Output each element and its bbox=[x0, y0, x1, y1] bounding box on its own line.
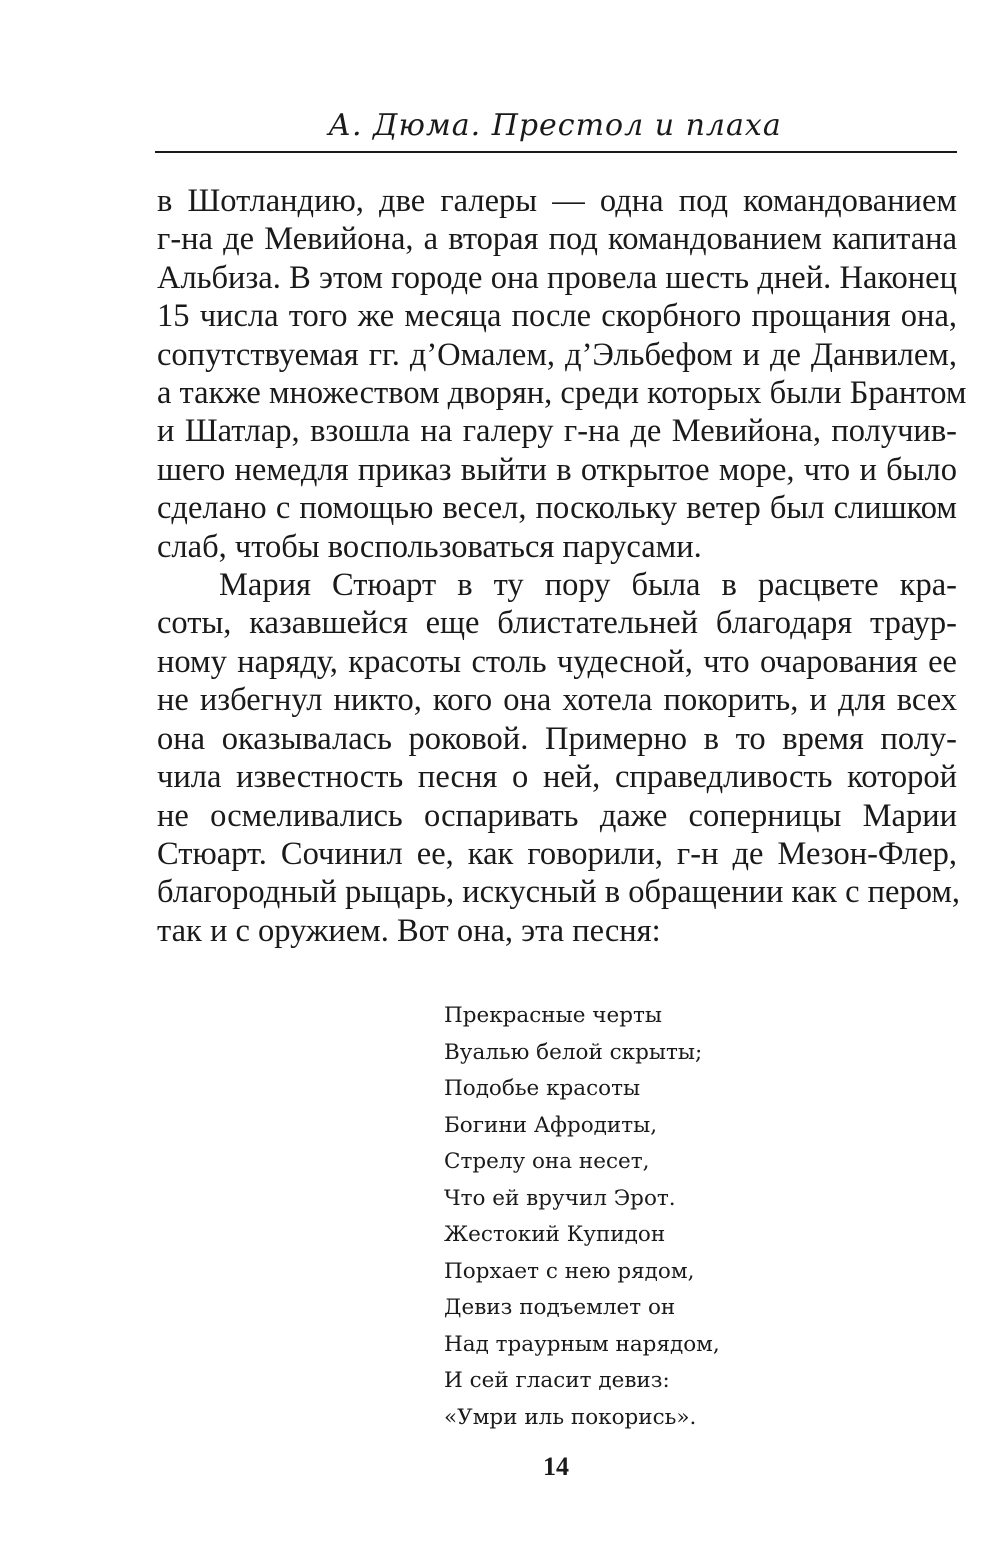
text-line: Мария Стюарт в ту пору была в расцвете кра- bbox=[219, 567, 957, 604]
running-title: А. Дюма. Престол и плаха bbox=[328, 108, 782, 143]
poem-verse: Жестокий Купидон bbox=[444, 1222, 666, 1247]
text-line: она оказывалась роковой. Примерно в то время полу- bbox=[157, 720, 957, 757]
poem-verse: Стрелу она несет, bbox=[444, 1149, 650, 1174]
header-rule bbox=[155, 151, 957, 153]
text-line: не осмеливались оспаривать даже соперницы Марии bbox=[157, 797, 957, 834]
text-line: шего немедля приказ выйти в открытое море, что и было bbox=[157, 451, 957, 488]
text-line: 15 числа того же месяца после скорбного прощания она, bbox=[157, 298, 957, 335]
text-line: сопутствуемая гг. д’Омалем, д’Эльбефом и де Данвилем, bbox=[157, 336, 957, 373]
text-line: сделано с помощью весел, поскольку ветер был слишком bbox=[157, 490, 957, 527]
poem-verse: Девиз подъемлет он bbox=[444, 1295, 676, 1320]
text-line: и Шатлар, взошла на галеру г-на де Мевийона, получив- bbox=[157, 413, 957, 450]
poem-verse: Вуалью белой скрыты; bbox=[444, 1039, 703, 1065]
text-line: не избегнул никто, кого она хотела покорить, и для всех bbox=[157, 682, 957, 719]
poem-verse: Богини Афродиты, bbox=[444, 1112, 658, 1138]
poem-verse: Порхает с нею рядом, bbox=[444, 1258, 695, 1284]
text-line: Альбиза. В этом городе она провела шесть дней. Наконец bbox=[157, 259, 957, 296]
poem bbox=[444, 998, 720, 1436]
poem-verse: И сей гласит девиз: bbox=[444, 1368, 670, 1393]
text-line: соты, казавшейся еще блистательней благодаря траур- bbox=[157, 605, 957, 642]
page-number: 14 bbox=[543, 1452, 569, 1481]
text-line: в Шотландию, две галеры — одна под командованием bbox=[157, 183, 957, 219]
text-line: ному наряду, красоты столь чудесной, что очарования ее bbox=[157, 643, 957, 680]
text-line: а также множеством дворян, среди которых были Брантом bbox=[157, 375, 967, 412]
text-line: благородный рыцарь, искусный в обращении как с пером, bbox=[157, 874, 961, 911]
text-line: г-на де Мевийона, а вторая под командованием капитана bbox=[157, 221, 957, 258]
poem-verse: Прекрасные черты bbox=[444, 1003, 663, 1028]
text-line: слаб, чтобы воспользоваться парусами. bbox=[157, 528, 702, 565]
text-line: чила известность песня о ней, справедливость которой bbox=[157, 759, 957, 796]
poem-verse: Подобье красоты bbox=[444, 1076, 641, 1101]
text-line: Стюарт. Сочинил ее, как говорили, г-н де Мезон-Флер, bbox=[157, 835, 957, 872]
text-line: так и с оружием. Вот она, эта песня: bbox=[157, 912, 661, 949]
poem-verse: «Умри иль покорись». bbox=[444, 1404, 697, 1430]
poem-verse: Что ей вручил Эрот. bbox=[444, 1185, 676, 1211]
body-text bbox=[157, 182, 967, 950]
poem-verse: Над траурным нарядом, bbox=[444, 1331, 720, 1357]
